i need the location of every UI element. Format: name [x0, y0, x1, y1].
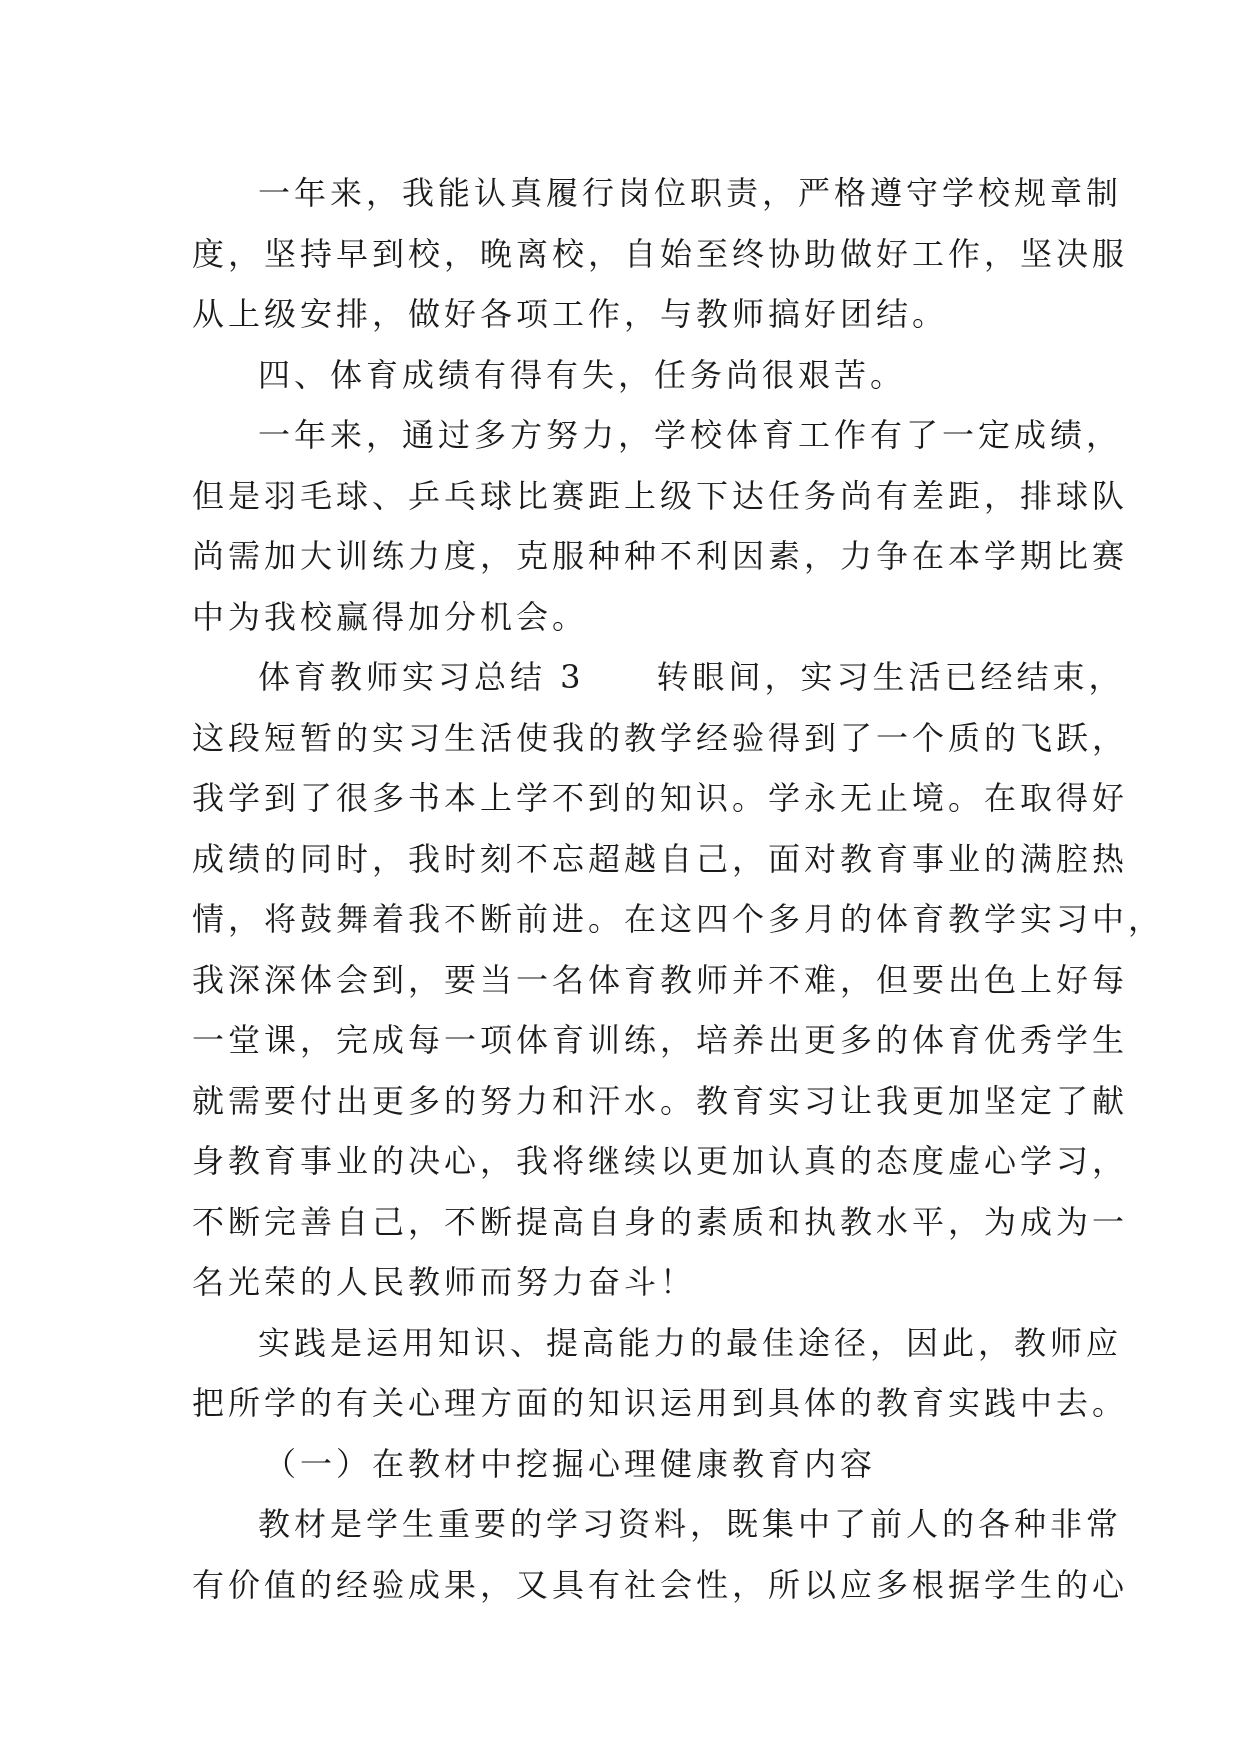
- paragraph-line: 我学到了很多书本上学不到的知识。学永无止境。在取得好: [192, 779, 1129, 817]
- paragraph-line: 不断完善自己，不断提高自身的素质和执教水平，为成为一: [192, 1202, 1129, 1241]
- paragraph-line: 体育教师实习总结 3 转眼间，实习生活已经结束，: [258, 658, 1125, 696]
- paragraph-line: 但是羽毛球、乒乓球比赛距上级下达任务尚有差距，排球队: [192, 476, 1129, 515]
- paragraph-line: 就需要付出更多的努力和汗水。教育实习让我更加坚定了献: [192, 1081, 1129, 1120]
- subsection-heading: （一）在教材中挖掘心理健康教育内容: [264, 1444, 877, 1483]
- paragraph-line: 身教育事业的决心，我将继续以更加认真的态度虚心学习，: [192, 1142, 1129, 1180]
- section-heading: 四、体育成绩有得有失，任务尚很艰苦。: [258, 355, 907, 394]
- paragraph-line: 中为我校赢得加分机会。: [192, 597, 589, 636]
- paragraph-line: 教材是学生重要的学习资料，既集中了前人的各种非常: [258, 1505, 1123, 1543]
- paragraph-line: 从上级安排，做好各项工作，与教师搞好团结。: [192, 295, 949, 333]
- paragraph-line: 一堂课，完成每一项体育训练，培养出更多的体育优秀学生: [192, 1021, 1129, 1059]
- paragraph-line: 尚需加大训练力度，克服种种不利因素，力争在本学期比赛: [192, 537, 1129, 575]
- paragraph-line: 实践是运用知识、提高能力的最佳途径，因此，教师应: [258, 1323, 1123, 1362]
- paragraph-line: 一年来，我能认真履行岗位职责，严格遵守学校规章制: [258, 174, 1123, 212]
- document-body: [192, 163, 1165, 1615]
- paragraph-line: 成绩的同时，我时刻不忘超越自己，面对教育事业的满腔热: [192, 839, 1129, 878]
- paragraph-line: 我深深体会到，要当一名体育教师并不难，但要出色上好每: [192, 960, 1129, 999]
- paragraph-line: 这段短暂的实习生活使我的教学经验得到了一个质的飞跃，: [192, 718, 1129, 757]
- paragraph-line: 度，坚持早到校，晚离校，自始至终协助做好工作，坚决服: [192, 234, 1129, 273]
- paragraph-line: 把所学的有关心理方面的知识运用到具体的教育实践中去。: [192, 1384, 1129, 1422]
- paragraph-line: 名光荣的人民教师而努力奋斗！: [192, 1263, 697, 1301]
- paragraph-line: 情，将鼓舞着我不断前进。在这四个多月的体育教学实习中，: [192, 900, 1165, 938]
- paragraph-line: 有价值的经验成果，又具有社会性，所以应多根据学生的心: [192, 1565, 1129, 1604]
- paragraph-line: 一年来，通过多方努力，学校体育工作有了一定成绩，: [258, 416, 1123, 454]
